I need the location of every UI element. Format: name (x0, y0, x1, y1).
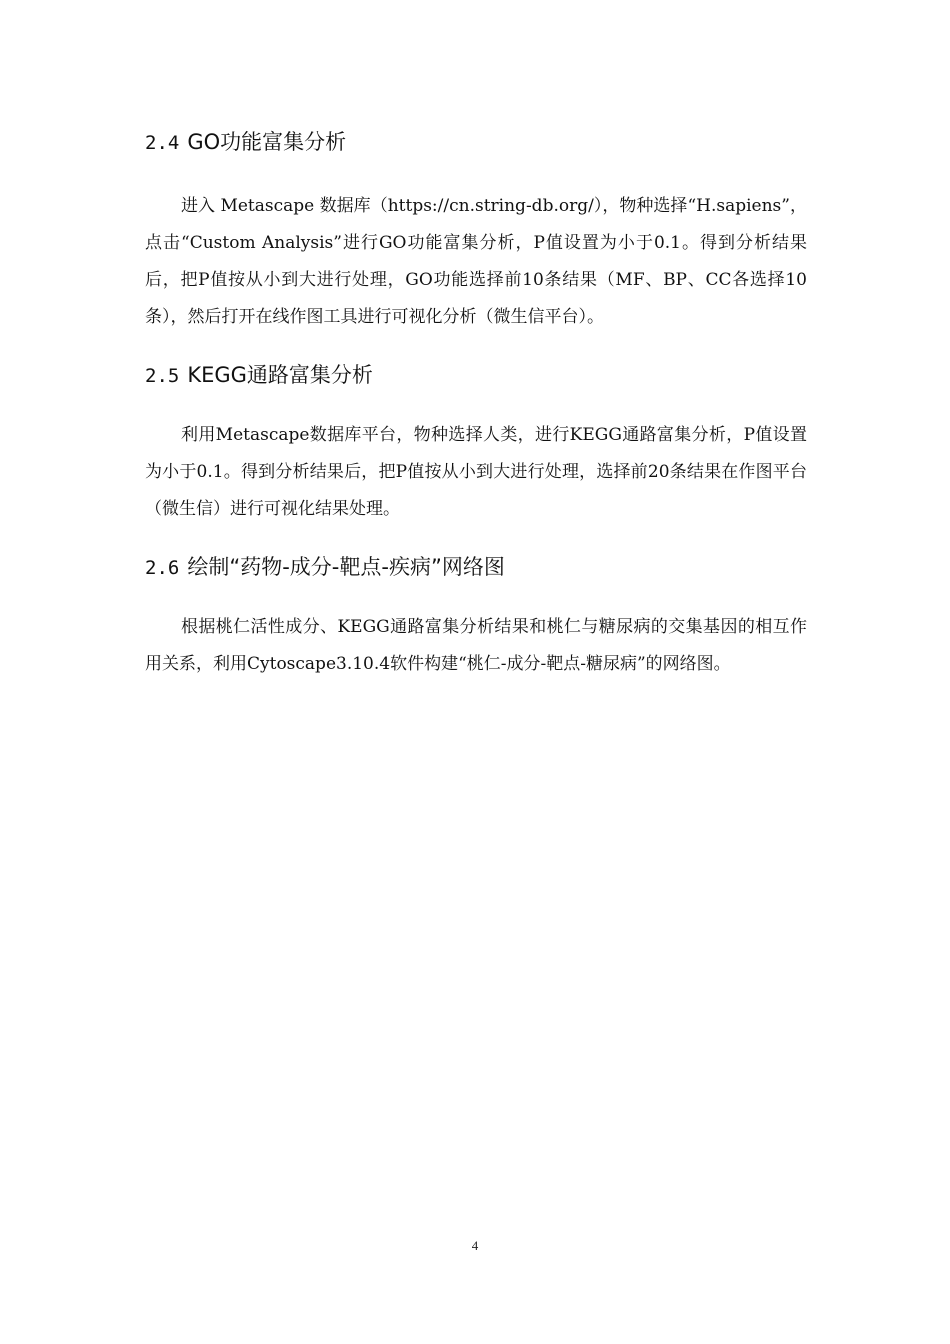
section-paragraph-2-6: 根据桃仁活性成分、KEGG通路富集分析结果和桃仁与糖尿病的交集基因的相互作用关系，利用Cytoscape3.10.4软件构建“桃仁-成分-靶点-糖尿病”的网络图。 (145, 617, 807, 674)
section-number: 2.6 (145, 557, 180, 579)
section-paragraph-2-5: 利用Metascape数据库平台，物种选择人类，进行KEGG通路富集分析，P值设置为小于0.1。得到分析结果后，把P值按从小到大进行处理，选择前20条结果在作图平台（微生信）进行可视化结果处理。 (145, 425, 807, 519)
section-title: 绘制“药物-成分-靶点-疾病”网络图 (187, 555, 505, 579)
section-heading-2-5 (145, 358, 807, 393)
section-title: KEGG通路富集分析 (187, 363, 373, 387)
page-number: 4 (471, 1238, 479, 1253)
section-title: GO功能富集分析 (187, 130, 347, 154)
section-number: 2.5 (145, 365, 180, 387)
page-content (145, 125, 807, 683)
section-paragraph-2-4: 进入 Metascape 数据库（https://cn.string-db.org/），物种选择“H.sapiens”，点击“Custom Analysis”进行GO功能富集分析，P值设置为小于0.1。得到分析结果后，把P值按从小到大进行处理，GO功能选择前10条结果（MF、BP、CC各选择10条），然后打开在线作图工具进行可视化分析（微生信平台）。 (145, 196, 807, 327)
section-heading-2-6 (145, 550, 807, 585)
section-heading-2-4 (145, 125, 807, 160)
section-number: 2.4 (145, 132, 180, 154)
